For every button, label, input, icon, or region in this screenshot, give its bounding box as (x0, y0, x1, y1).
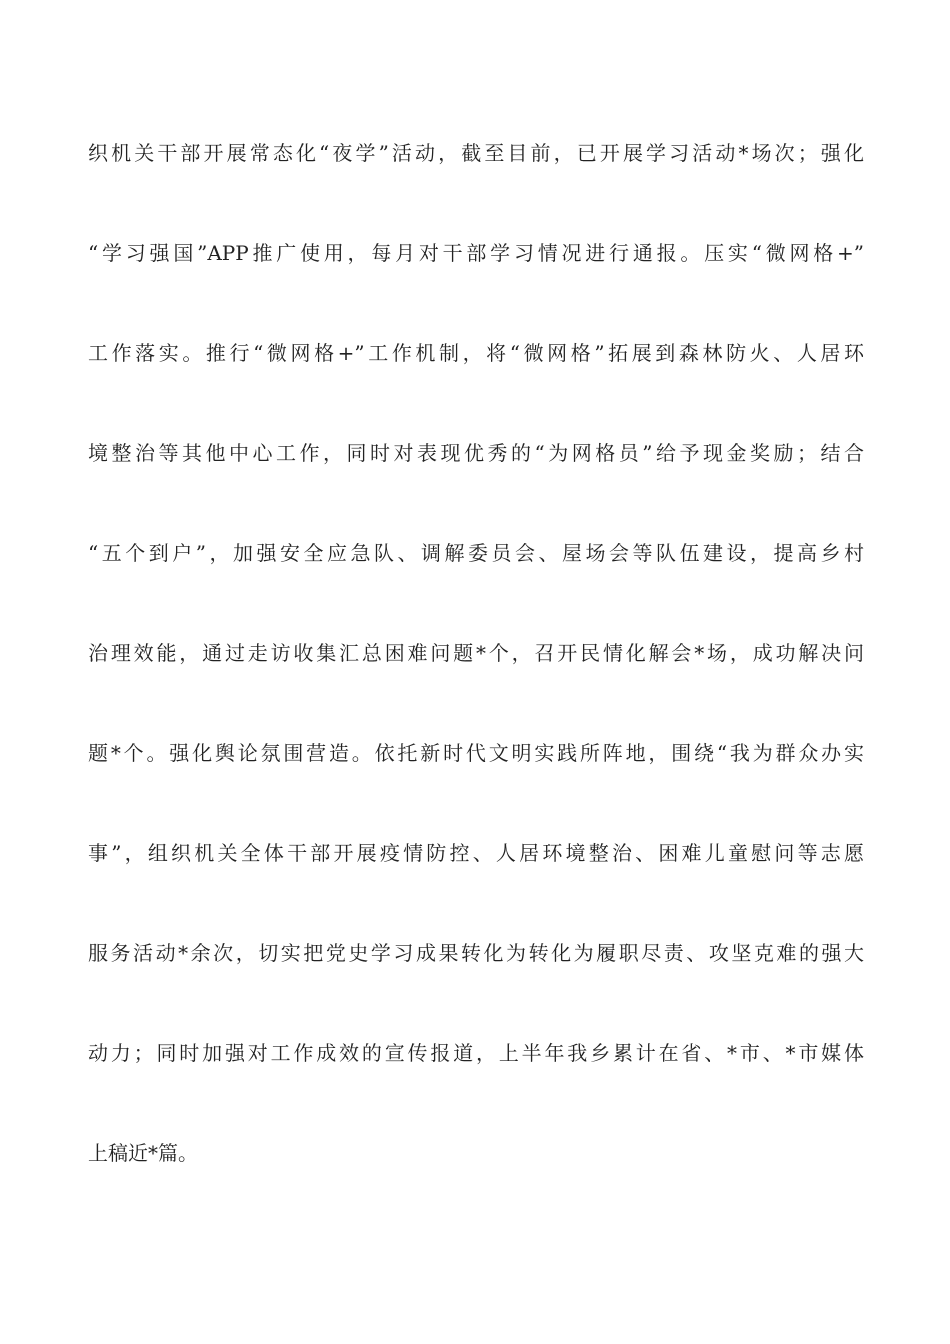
text-line: 境整治等其他中心工作，同时对表现优秀的“为网格员”给予现金奖励；结合 (88, 441, 864, 465)
text-line: 题*个。强化舆论氛围营造。依托新时代文明实践所阵地，围绕“我为群众办实 (88, 741, 864, 765)
text-line: “学习强国”APP推广使用，每月对干部学习情况进行通报。压实“微网格+” (88, 241, 864, 265)
text-line: 织机关干部开展常态化“夜学”活动，截至目前，已开展学习活动*场次；强化 (88, 141, 864, 165)
text-line: 动力；同时加强对工作成效的宣传报道，上半年我乡累计在省、*市、*市媒体 (88, 1041, 864, 1065)
text-line-last: 上稿近*篇。 (88, 1141, 198, 1165)
text-line: 治理效能，通过走访收集汇总困难问题*个，召开民情化解会*场，成功解决问 (88, 641, 864, 665)
text-line: 服务活动*余次，切实把党史学习成果转化为转化为履职尽责、攻坚克难的强大 (88, 941, 864, 965)
text-line: 工作落实。推行“微网格+”工作机制，将“微网格”拓展到森林防火、人居环 (88, 341, 864, 365)
text-line: 事”，组织机关全体干部开展疫情防控、人居环境整治、困难儿童慰问等志愿 (88, 841, 864, 865)
body-paragraph (88, 132, 864, 1232)
text-line: “五个到户”，加强安全应急队、调解委员会、屋场会等队伍建设，提高乡村 (88, 541, 864, 565)
